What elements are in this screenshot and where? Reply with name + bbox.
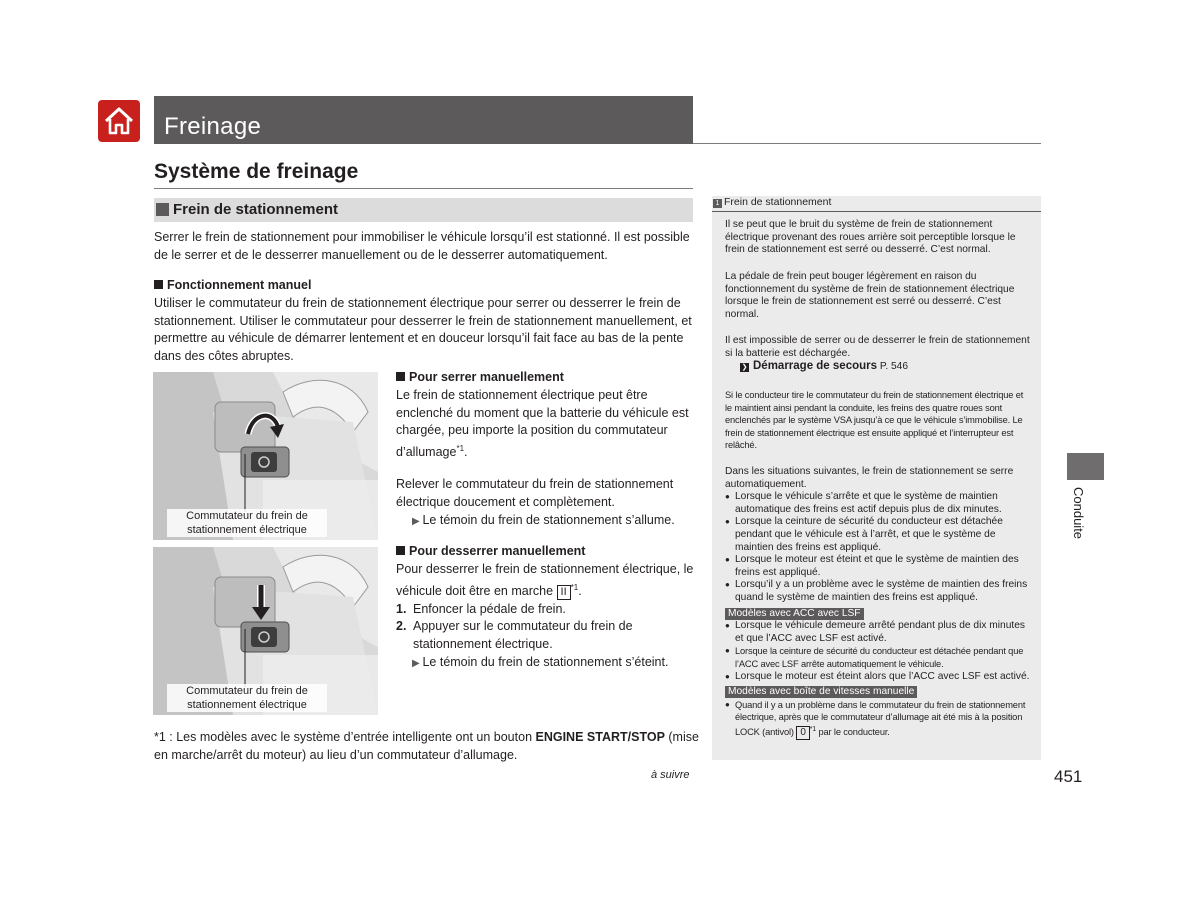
home-button[interactable] bbox=[98, 100, 140, 142]
list-item: ● Lorsque le véhicule s’arrête et que le système de maintien automatique des freins est actif depuis plus de dix minutes. bbox=[725, 491, 1031, 516]
square-bullet-icon bbox=[396, 372, 405, 381]
manual-section bbox=[154, 277, 694, 366]
model-tag: Modèles avec boîte de vitesses manuelle bbox=[725, 686, 917, 698]
list-item: ● Lorsqu’il y a un problème avec le système de maintien des freins quand le système de maintien des freins est appliqué. bbox=[725, 579, 1031, 604]
side-paragraph: La pédale de frein peut bouger légèrement en raison du fonctionnement du système de frein de stationnement électrique lorsque le frein de stationnement est serré ou desserré. C’est normal. bbox=[725, 271, 1015, 320]
result-arrow-icon: ▶ bbox=[412, 657, 423, 669]
release-result: ▶ Le témoin du frein de stationnement s’éteint. bbox=[412, 654, 669, 669]
release-section bbox=[396, 543, 696, 673]
home-icon bbox=[103, 106, 135, 136]
continued-note: à suivre bbox=[651, 769, 690, 781]
manual-heading: Fonctionnement manuel bbox=[167, 278, 312, 292]
square-marker-icon bbox=[156, 203, 169, 216]
list-item: ● Lorsque la ceinture de sécurité du conducteur est détachée pendant que l’ACC avec LSF arrête automatiquement le véhicule. bbox=[725, 645, 1031, 670]
cross-reference-link[interactable]: ❯ Démarrage de secours P. 546 bbox=[741, 360, 908, 373]
side-paragraph: Si le conducteur tire le commutateur du frein de stationnement électrique et le maintient ainsi pendant la conduite, les freins des quatre roues sont enclenchés par le système VSA jusqu’à ce que le véhicule s’immobilise. Le frein de stationnement électrique est ensuite appliqué et l’interrupteur est relâché. bbox=[725, 390, 1024, 451]
list-item: ● Quand il y a un problème dans le commutateur du frein de stationnement électrique, après que le commutateur d’allumage ait été mis à la position LOCK (antivol) 0 $^{*1}$ par le conducteur. bbox=[725, 699, 1031, 740]
side-note-header: 1 Frein de stationnement bbox=[712, 196, 1041, 212]
intro-paragraph: Serrer le frein de stationnement pour immobiliser le véhicule lorsqu’il est stationné. Il est possible de le serrer et de le desserrer manuellement ou de le desserrer automatiquement. bbox=[154, 230, 690, 262]
link-arrow-icon: ❯ bbox=[741, 364, 748, 372]
chapter-title-bar bbox=[154, 96, 693, 144]
list-item: ● Lorsque la ceinture de sécurité du conducteur est détachée pendant que le véhicule est à l’arrêt, et que le système de maintien des freins est appliqué. bbox=[725, 516, 1031, 554]
side-paragraph: Il est impossible de serrer ou de desserrer le frein de stationnement si la batterie est déchargée. ❯ Démarrage de secours P. 546 bbox=[725, 335, 1030, 373]
subsection-bar bbox=[154, 198, 693, 222]
section-title: Système de freinage bbox=[154, 160, 359, 183]
apply-result: ▶ Le témoin du frein de stationnement s’allume. bbox=[412, 512, 675, 527]
manual-text: Utiliser le commutateur du frein de stationnement électrique pour serrer ou desserrer le frein de stationnement. Utiliser le commutateur pour desserrer le frein de stationnement manuellement, et permettre au véhicule de démarrer lentement et en douceur lorsqu’il fait face au bas de la pente dans des côtes abruptes. bbox=[154, 295, 692, 364]
square-bullet-icon bbox=[396, 546, 405, 555]
result-arrow-icon: ▶ bbox=[412, 515, 423, 527]
ignition-position-key: 0 bbox=[796, 726, 809, 740]
footnote: *1 : Les modèles avec le système d’entrée intelligente ont un bouton ENGINE START/STOP (mise en marche/arrêt du moteur) au lieu d’un commutateur d’allumage. bbox=[154, 730, 699, 762]
list-item: ● Lorsque le véhicule demeure arrêté pendant plus de dix minutes et que l’ACC avec LSF est activé. bbox=[725, 620, 1031, 645]
apply-section bbox=[396, 369, 696, 531]
chapter-tab-label: Conduite bbox=[1071, 487, 1086, 540]
reference-marker-icon: 1 bbox=[713, 199, 722, 208]
image-caption: Commutateur du frein de stationnement électrique bbox=[167, 509, 327, 537]
parking-brake-apply-image bbox=[153, 372, 378, 540]
apply-text-2: Relever le commutateur du frein de stationnement électrique doucement et complètement. bbox=[396, 477, 674, 509]
apply-heading: Pour serrer manuellement bbox=[409, 370, 564, 384]
page-number: 451 bbox=[1054, 767, 1083, 786]
title-rule bbox=[693, 143, 1041, 144]
chapter-title: Freinage bbox=[164, 113, 262, 140]
side-note-panel bbox=[712, 196, 1041, 760]
release-step: 1. Enfoncer la pédale de frein. bbox=[396, 601, 566, 616]
subsection-title: Frein de stationnement bbox=[173, 201, 339, 218]
chapter-tab[interactable] bbox=[1067, 453, 1104, 480]
apply-text: Le frein de stationnement électrique peut être enclenché du moment que la batterie du véhicule est chargée, peu importe la position du commutateur d’allumage$^{*1}$. bbox=[396, 387, 689, 460]
release-step: 2. Appuyer sur le commutateur du frein de stationnement électrique. bbox=[396, 619, 633, 652]
square-bullet-icon bbox=[154, 280, 163, 289]
side-paragraph: Il se peut que le bruit du système de frein de stationnement électrique provenant des roues arrière soit perceptible lorsque le frein de stationnement est serré ou desserré. C’est normal. bbox=[725, 219, 1016, 256]
side-note-rule bbox=[712, 211, 1041, 212]
ignition-position-key: II bbox=[557, 585, 571, 600]
side-paragraph: Dans les situations suivantes, le frein de stationnement se serre automatiquement. ● Lorsque le véhicule s’arrête et que le système de maintien automatique des freins est actif depuis plus de dix minutes. ● Lorsque la ceinture de sécurité du conducteur est détachée pendant que le véhicule est à l’arrêt, et que le système de maintien des freins est appliqué. ● Lorsque le moteur est éteint et que le système de maintien des freins est appliqué. ● Lorsqu’il y a un problème avec le système de maintien des freins quand le système de maintien des freins est appliqué. Modèles avec ACC avec LSF ● Lorsque le véhicule demeure arrêté pendant plus de dix minutes et que l’ACC avec LSF est activé. ● Lorsque la ceinture de sécurité du conducteur est détachée pendant que l’ACC avec LSF arrête automatiquement le véhicule. ● Lorsque le moteur est éteint alors que l’ACC avec LSF est activé. Modèles avec boîte de vitesses manuelle ● Quand il y a un problème dans le commutateur du frein de stationnement électrique, après que le commutateur d’allumage ait été mis à la position LOCK (antivol) 0 $^{*1}$ par le conducteur. bbox=[725, 466, 1031, 740]
list-item: ● Lorsque le moteur est éteint alors que l’ACC avec LSF est activé. bbox=[725, 671, 1031, 684]
release-heading: Pour desserrer manuellement bbox=[409, 544, 586, 558]
image-caption: Commutateur du frein de stationnement électrique bbox=[167, 684, 327, 712]
model-tag: Modèles avec ACC avec LSF bbox=[725, 608, 864, 620]
parking-brake-release-image bbox=[153, 547, 378, 715]
section-rule bbox=[154, 188, 693, 189]
list-item: ● Lorsque le moteur est éteint et que le système de maintien des freins est appliqué. bbox=[725, 554, 1031, 579]
release-text: Pour desserrer le frein de stationnement électrique, le véhicule doit être en marche II $^{*1}$. bbox=[396, 561, 694, 598]
